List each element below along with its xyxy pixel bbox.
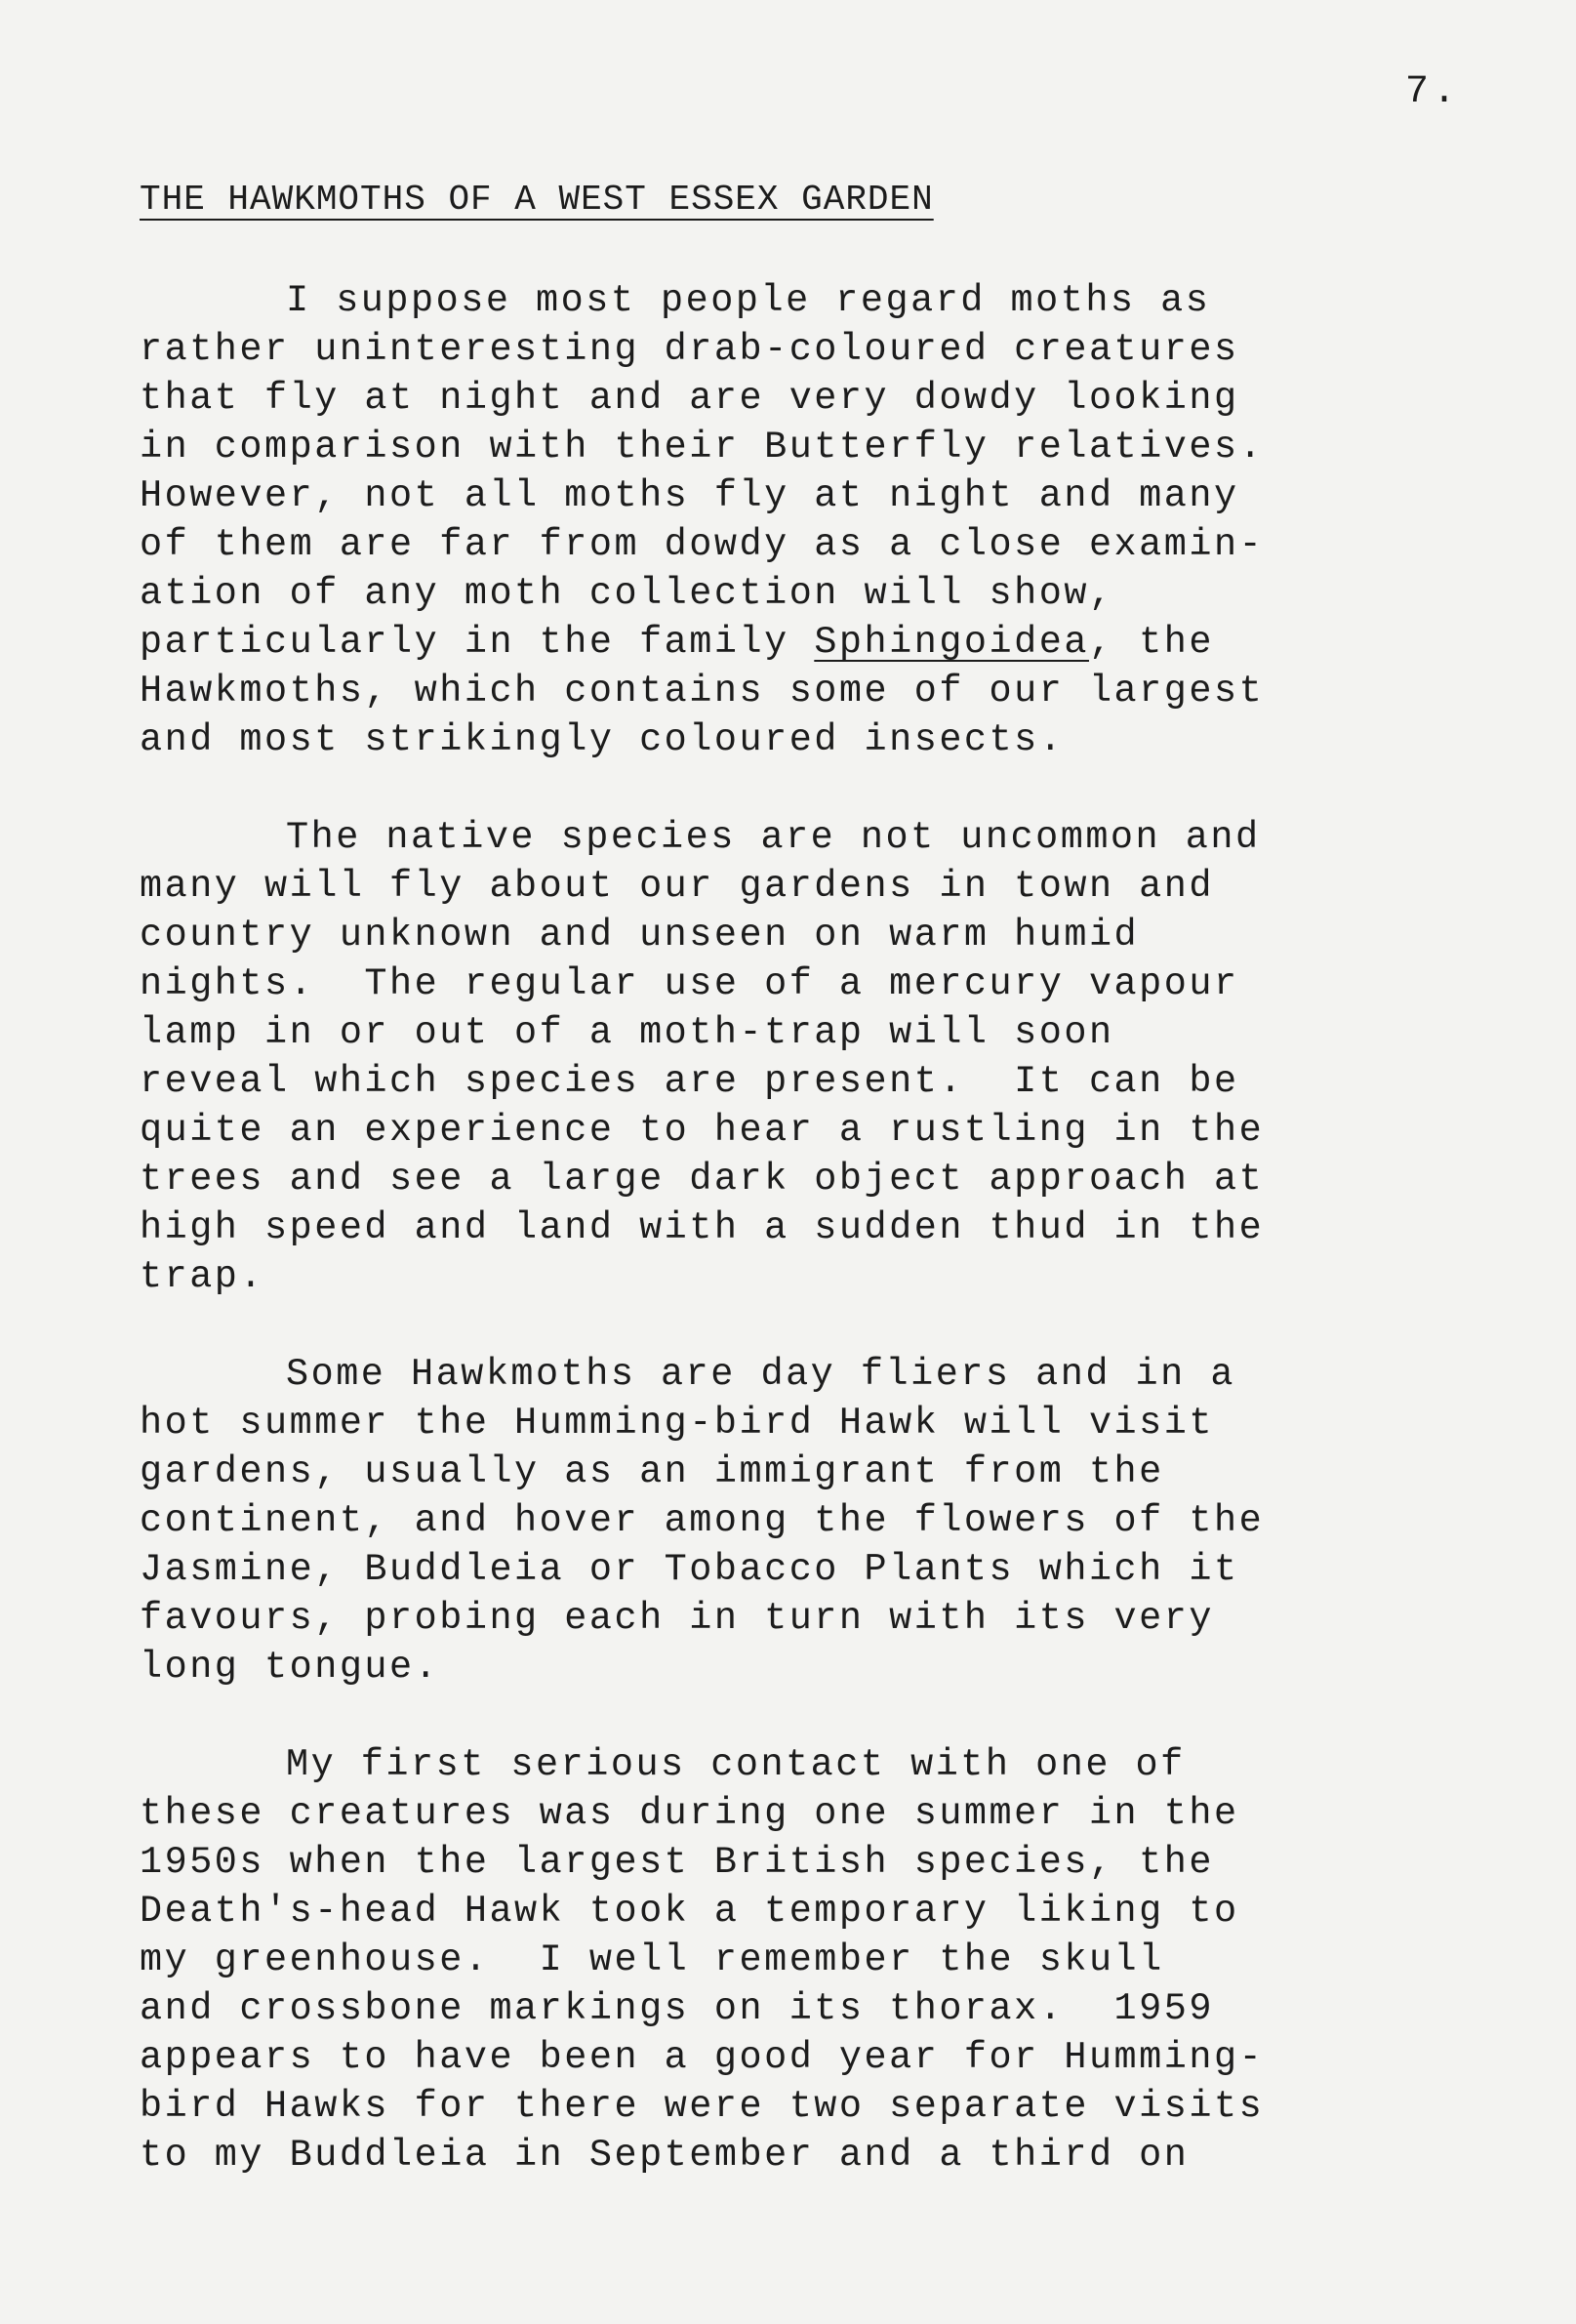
text-line: and crossbone markings on its thorax. 1959: [140, 1987, 1214, 2030]
text-line: that fly at night and are very dowdy looking: [140, 377, 1239, 420]
text-line: Hawkmoths, which contains some of our largest: [140, 670, 1265, 713]
text-segment: , the: [1088, 621, 1214, 664]
paragraph-2: [140, 813, 1467, 1301]
text-line: trees and see a large dark object approach at: [140, 1158, 1265, 1201]
text-line: Some Hawkmoths are day fliers and in a: [286, 1353, 1235, 1396]
text-line: of them are far from dowdy as a close examin-: [140, 523, 1265, 566]
text-line: appears to have been a good year for Humming-: [140, 2036, 1265, 2079]
text-line: nights. The regular use of a mercury vapour: [140, 962, 1239, 1005]
text-line: gardens, usually as an immigrant from the: [140, 1450, 1164, 1493]
text-line: in comparison with their Butterfly relatives.: [140, 426, 1265, 469]
text-line: my greenhouse. I well remember the skull: [140, 1938, 1164, 1981]
text-segment: particularly in the family: [140, 621, 815, 664]
text-line: lamp in or out of a moth-trap will soon: [140, 1011, 1114, 1054]
text-line: hot summer the Humming-bird Hawk will visit: [140, 1402, 1214, 1445]
text-line: However, not all moths fly at night and many: [140, 474, 1239, 517]
text-line: Jasmine, Buddleia or Tobacco Plants which it: [140, 1548, 1239, 1591]
text-line: and most strikingly coloured insects.: [140, 718, 1065, 761]
text-line: The native species are not uncommon and: [286, 816, 1261, 859]
paragraph-3: [140, 1350, 1467, 1692]
text-line: My first serious contact with one of: [286, 1743, 1186, 1786]
text-line: these creatures was during one summer in the: [140, 1792, 1239, 1835]
article-title: THE HAWKMOTHS OF A WEST ESSEX GARDEN: [140, 180, 934, 220]
family-name: Sphingoidea: [814, 621, 1089, 664]
text-line: to my Buddleia in September and a third on: [140, 2134, 1190, 2177]
text-line: trap.: [140, 1255, 265, 1298]
text-line: 1950s when the largest British species, the: [140, 1841, 1214, 1884]
paragraph-1: [140, 276, 1467, 764]
text-line: reveal which species are present. It can be: [140, 1060, 1239, 1103]
text-line: country unknown and unseen on warm humid: [140, 914, 1140, 957]
text-line: favours, probing each in turn with its very: [140, 1597, 1214, 1640]
text-line: high speed and land with a sudden thud in the: [140, 1206, 1265, 1249]
text-line: continent, and hover among the flowers of the: [140, 1499, 1265, 1542]
text-line: quite an experience to hear a rustling in the: [140, 1109, 1265, 1152]
article-body: [140, 276, 1467, 2228]
paragraph-4: [140, 1740, 1467, 2180]
text-line: rather uninteresting drab-coloured creatures: [140, 328, 1239, 371]
page-number: 7.: [1405, 70, 1461, 114]
text-line: I suppose most people regard moths as: [286, 279, 1211, 322]
text-line: Death's-head Hawk took a temporary liking to: [140, 1890, 1239, 1933]
text-line: [140, 618, 1467, 667]
text-line: many will fly about our gardens in town and: [140, 865, 1214, 908]
text-line: ation of any moth collection will show,: [140, 572, 1114, 615]
text-line: long tongue.: [140, 1646, 440, 1689]
text-line: bird Hawks for there were two separate visits: [140, 2085, 1265, 2128]
